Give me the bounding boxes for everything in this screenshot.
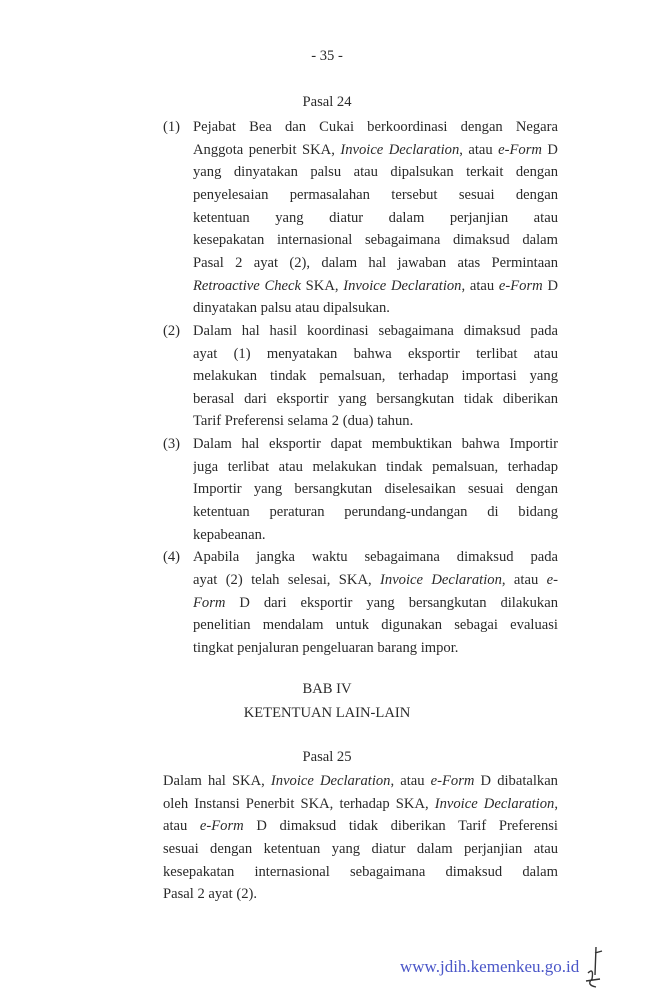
text-segment: kesepakatan internasional sebagaimana dimaksud dalam [193, 232, 558, 249]
text-segment: Pasal 2 ayat (2), dalam hal jawaban atas Permintaan [193, 254, 558, 271]
text-line [193, 525, 558, 545]
text-line [193, 162, 558, 182]
text-segment: atau [163, 818, 200, 835]
text-line [193, 502, 558, 522]
item-number: (4) [163, 549, 181, 566]
italic-term: e- [546, 572, 558, 588]
text-segment: melakukan tindak pemalsuan, terhadap importasi yang [193, 368, 558, 385]
text-line [193, 208, 558, 228]
italic-term: Invoice Declaration [270, 773, 391, 789]
text-line [163, 862, 558, 882]
text-line [193, 321, 558, 341]
text-segment: SKA, [300, 277, 344, 294]
bab-title: KETENTUAN LAIN-LAIN [243, 705, 411, 721]
italic-term: Invoice Declaration [343, 277, 462, 294]
text-segment: ayat (1) menyatakan bahwa eksportir terlibat atau [193, 345, 558, 362]
text-line [163, 839, 558, 859]
text-line [163, 794, 558, 814]
text-segment: D dibatalkan [474, 773, 558, 789]
text-segment: Pasal 2 ayat (2). [163, 886, 258, 903]
text-line [193, 389, 558, 409]
text-line [193, 547, 558, 567]
pasal-24-title: Pasal 24 [302, 94, 352, 110]
italic-term: Invoice Declaration [380, 572, 502, 588]
text-segment: , atau [501, 572, 547, 588]
item-number: (1) [163, 119, 181, 135]
text-line [163, 771, 558, 791]
signature-initial-icon [578, 945, 608, 990]
text-line [193, 344, 558, 364]
bab-number: BAB IV [302, 681, 352, 697]
text-line [193, 434, 558, 454]
text-segment: , atau [390, 773, 431, 789]
italic-term: e-Form [199, 818, 244, 835]
text-segment: oleh Instansi Penerbit SKA, terhadap SKA, [163, 795, 435, 812]
text-segment: D [541, 141, 558, 158]
text-line [193, 457, 558, 477]
footer-url[interactable]: www.jdih.kemenkeu.go.id [400, 957, 580, 976]
text-segment: penelitian mendalam untuk digunakan sebagai evaluasi [193, 617, 558, 634]
text-segment: kepabeanan. [193, 526, 266, 543]
text-segment: D [542, 277, 558, 294]
text-line [193, 298, 558, 318]
italic-term: e-Form [430, 773, 475, 789]
text-line [193, 366, 558, 386]
text-line [193, 638, 558, 658]
text-segment: penyelesaian permasalahan tersebut sesuai dengan [193, 186, 558, 203]
text-segment: sesuai dengan ketentuan yang diatur dalam perjanjian atau [163, 840, 558, 857]
italic-term: Invoice Declaration [434, 795, 555, 812]
italic-term: Form [193, 594, 226, 611]
text-line [193, 230, 558, 250]
text-segment: kesepakatan internasional sebagaimana dimaksud dalam [163, 863, 558, 880]
page-number: - 35 - [311, 48, 343, 64]
text-segment: Importir yang bersangkutan diselesaikan sesuai dengan [193, 481, 558, 498]
text-line [193, 253, 558, 273]
italic-term: Invoice Declaration [340, 141, 460, 158]
text-segment: tingkat penjaluran pengeluaran barang impor. [193, 639, 459, 656]
item-number: (3) [163, 436, 181, 453]
text-segment: berasal dari eksportir yang bersangkutan tidak diberikan [193, 390, 558, 407]
text-line [193, 479, 558, 499]
text-segment: ayat (2) telah selesai, SKA, [193, 572, 381, 588]
text-line [193, 570, 558, 590]
text-segment: Dalam hal hasil koordinasi sebagaimana dimaksud pada [193, 322, 558, 339]
italic-term: Retroactive Check [193, 277, 301, 294]
text-segment: Anggota penerbit SKA, [193, 141, 341, 158]
text-line [163, 816, 558, 836]
text-segment: ketentuan peraturan perundang-undangan di bidang [193, 504, 558, 521]
text-line [163, 884, 558, 904]
text-segment: , atau [461, 277, 499, 294]
text-segment: Dalam hal SKA, [163, 773, 271, 789]
text-segment: Apabila jangka waktu sebagaimana dimaksud pada [193, 549, 558, 566]
italic-term: e-Form [498, 141, 542, 158]
text-line [193, 411, 558, 431]
text-segment: D dari eksportir yang bersangkutan dilakukan [225, 594, 558, 611]
text-segment: Dalam hal eksportir dapat membuktikan bahwa Importir [193, 436, 558, 453]
text-segment: dinyatakan palsu atau dipalsukan. [193, 300, 390, 317]
text-line [193, 615, 558, 635]
text-line [193, 593, 558, 613]
text-segment: , atau [459, 141, 499, 158]
text-segment: yang dinyatakan palsu atau dipalsukan terkait dengan [193, 164, 558, 181]
text-segment: , [554, 795, 558, 812]
text-line [193, 276, 558, 296]
text-line [193, 140, 558, 160]
item-number: (2) [163, 322, 181, 339]
italic-term: e-Form [498, 277, 543, 294]
text-segment: juga terlibat atau melakukan tindak pemalsuan, terhadap [193, 458, 558, 475]
text-segment: D dimaksud tidak diberikan Tarif Preferensi [243, 818, 558, 835]
text-segment: Tarif Preferensi selama 2 (dua) tahun. [193, 413, 414, 430]
pasal-25-title: Pasal 25 [302, 749, 352, 765]
text-line [193, 185, 558, 205]
text-segment: Pejabat Bea dan Cukai berkoordinasi dengan Negara [193, 119, 558, 135]
text-segment: ketentuan yang diatur dalam perjanjian atau [193, 209, 558, 226]
text-line [193, 117, 558, 137]
